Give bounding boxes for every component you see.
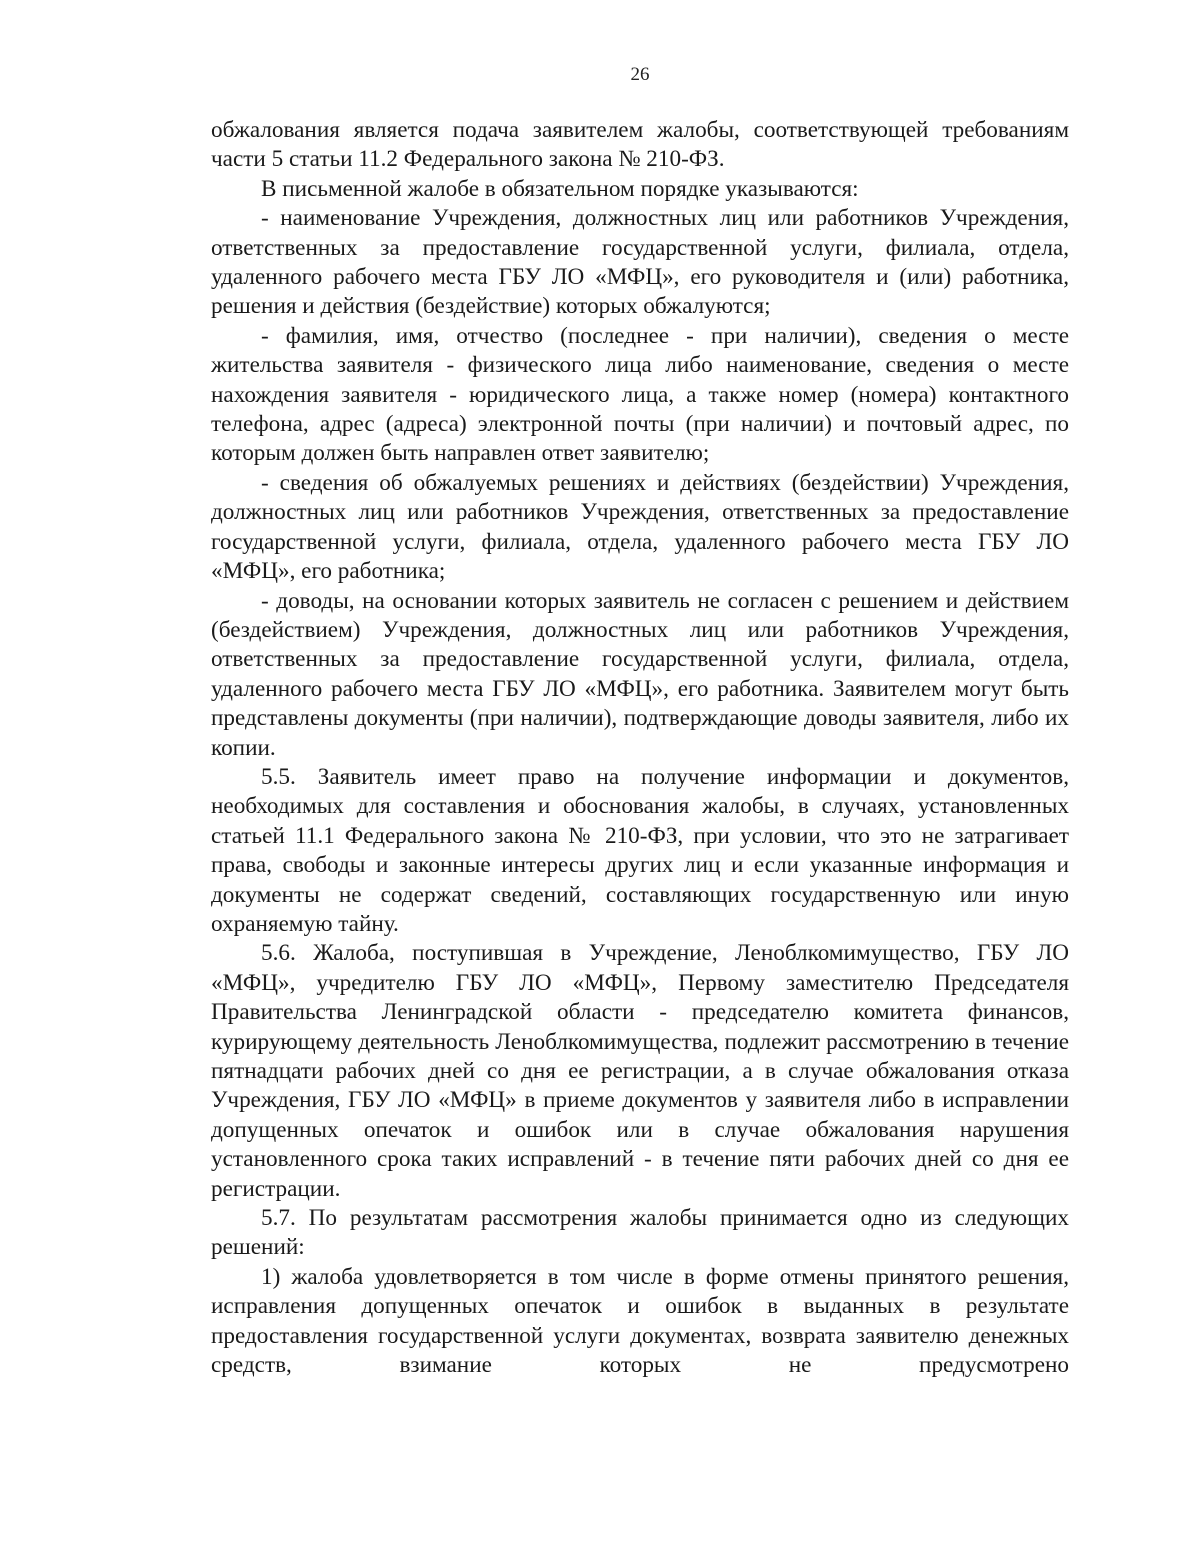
paragraph-5-7: 5.7. По результатам рассмотрения жалобы принимается одно из следующих решений:	[211, 1205, 1069, 1261]
page-number: 26	[630, 64, 650, 85]
list-item-applicant-details: - фамилия, имя, отчество (последнее - при наличии), сведения о месте жительства заявителя - физического лица либо наименование, сведения о месте нахождения заявителя - юридического лица, а также номер (номера) контактного телефона, адрес (адреса) электронной почты (при наличии) и почтовый адрес, по которым должен быть направлен ответ заявителю;	[211, 322, 1069, 467]
paragraph-continuation: обжалования является подача заявителем жалобы, соответствующей требованиям части 5 статьи 11.2 Федерального закона № 210-ФЗ.	[211, 117, 1069, 173]
list-item-appealed-decisions: - сведения об обжалуемых решениях и действиях (бездействии) Учреждения, должностных лиц или работников Учреждения, ответственных за предоставление государственной услуги, филиала, отдела, удаленного рабочего места ГБУ ЛО «МФЦ», его работника;	[211, 469, 1069, 585]
list-item-arguments: - доводы, на основании которых заявитель не согласен с решением и действием (бездействием) Учреждения, должностных лиц или работников Учреждения, ответственных за предоставление государственной услуги, филиала, отдела, удаленного рабочего места ГБУ ЛО «МФЦ», его работника. Заявителем могут быть представлены документы (при наличии), подтверждающие доводы заявителя, либо их копии.	[211, 587, 1069, 761]
paragraph-5-6: 5.6. Жалоба, поступившая в Учреждение, Леноблкомимущество, ГБУ ЛО «МФЦ», учредителю ГБУ ЛО «МФЦ», Первому заместителю Председателя Правительства Ленинградской области - председателю комитета финансов, курирующему деятельность Леноблкомимущества, подлежит рассмотрению в течение пятнадцати рабочих дней со дня ее регистрации, а в случае обжалования отказа Учреждения, ГБУ ЛО «МФЦ» в приеме документов у заявителя либо в исправлении допущенных опечаток и ошибок или в случае обжалования нарушения установленного срока таких исправлений - в течение пяти рабочих дней со дня ее регистрации.	[211, 940, 1069, 1202]
paragraph-complaint-intro: В письменной жалобе в обязательном порядке указываются:	[261, 175, 859, 202]
paragraph-5-5: 5.5. Заявитель имеет право на получение информации и документов, необходимых для составления и обоснования жалобы, в случаях, установленных статьей 11.1 Федерального закона № 210-ФЗ, при условии, что это не затрагивает права, свободы и законные интересы других лиц и если указанные информация и документы не содержат сведений, составляющих государственную или иную охраняемую тайну.	[211, 763, 1069, 937]
list-item-institution-name: - наименование Учреждения, должностных лиц или работников Учреждения, ответственных за предоставление государственной услуги, филиала, отдела, удаленного рабочего места ГБУ ЛО «МФЦ», его руководителя и (или) работника, решения и действия (бездействие) которых обжалуются;	[211, 205, 1069, 320]
list-item-decision-1: 1) жалоба удовлетворяется в том числе в форме отмены принятого решения, исправления допущенных опечаток и ошибок в выданных в результате предоставления государственной услуги документах, возврата заявителю денежных средств, взимание которых не предусмотрено	[211, 1263, 1069, 1379]
document-body	[211, 116, 1069, 1380]
